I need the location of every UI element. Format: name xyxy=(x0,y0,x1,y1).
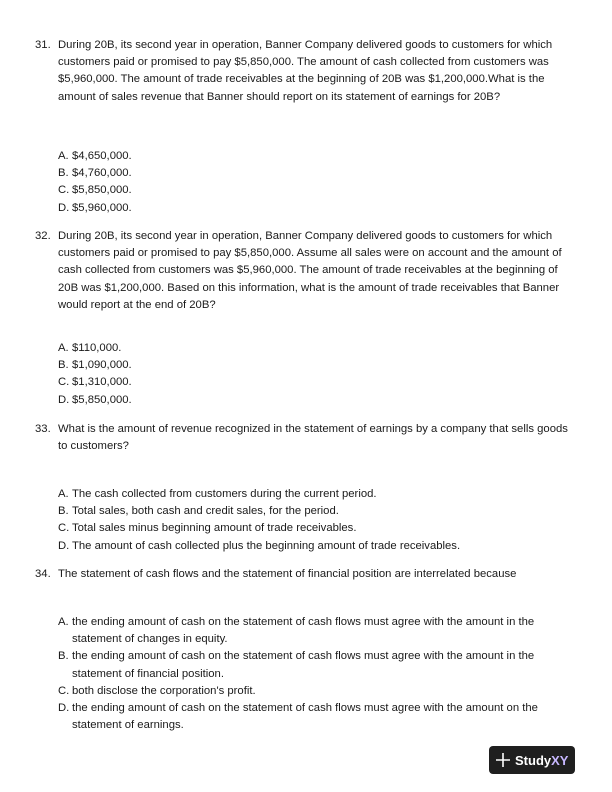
question-32 xyxy=(35,228,580,314)
option-b: B. the ending amount of cash on the statement of cash flows must agree with the amount in the statement of financial position. xyxy=(58,650,535,680)
option-d: D. $5,850,000. xyxy=(58,393,132,406)
option-a: A. $4,650,000. xyxy=(58,150,132,162)
question-text: During 20B, its second year in operation, Banner Company delivered goods to customers for which customers paid or promised to pay $5,850,000. The amount of cash collected from customers was $5,960,000. The amount of trade receivables at the beginning of 20B was $1,200,000.What is the amount of sales revenue that Banner should report on its statement of earnings for 20B? xyxy=(58,39,553,103)
option-c: C. both disclose the corporation's profit. xyxy=(58,684,256,697)
question-33 xyxy=(35,421,580,455)
option-d: D. $5,960,000. xyxy=(58,201,132,214)
options-31 xyxy=(35,148,580,217)
option-c: C. $1,310,000. xyxy=(58,376,132,389)
question-number: 33. xyxy=(35,423,51,435)
option-c: C. Total sales minus beginning amount of trade receivables. xyxy=(58,522,357,535)
question-number: 32. xyxy=(35,230,51,242)
brand-name: Study xyxy=(515,752,552,768)
question-text: What is the amount of revenue recognized in the statement of earnings by a company that sells goods to customers? xyxy=(58,423,568,453)
option-c: C. $5,850,000. xyxy=(58,184,132,197)
question-34 xyxy=(35,566,580,583)
option-b: B. $4,760,000. xyxy=(58,167,132,180)
option-d: D. The amount of cash collected plus the beginning amount of trade receivables. xyxy=(58,539,461,552)
options-32 xyxy=(35,340,580,409)
options-33 xyxy=(35,486,580,555)
option-a: A. the ending amount of cash on the statement of cash flows must agree with the amount in the statement of changes in equity. xyxy=(58,616,535,646)
question-text: During 20B, its second year in operation, Banner Company delivered goods to customers for which customers paid or promised to pay $5,850,000. Assume all sales were on account and the amount of cash collected from customers was $5,960,000. The amount of trade receivables at the beginning of 20B was $1,200,000. Based on this information, what is the amount of trade receivables that Banner would report at the end of 20B? xyxy=(58,230,562,311)
option-b: B. $1,090,000. xyxy=(58,359,132,372)
option-b: B. Total sales, both cash and credit sales, for the period. xyxy=(58,505,339,518)
question-number: 31. xyxy=(35,39,51,51)
question-text: The statement of cash flows and the statement of financial position are interrelated because xyxy=(58,568,517,580)
option-a: A. $110,000. xyxy=(58,342,122,354)
question-31 xyxy=(35,37,580,106)
option-a: A. The cash collected from customers during the current period. xyxy=(58,488,377,500)
question-number: 34. xyxy=(35,568,51,580)
studyxy-badge[interactable] xyxy=(489,746,575,774)
option-d: D. the ending amount of cash on the statement of cash flows must agree with the amount on the statement of earnings. xyxy=(58,702,538,732)
plus-sparkle-icon xyxy=(496,753,510,767)
brand-accent: XY xyxy=(551,752,569,768)
options-34 xyxy=(35,614,580,734)
